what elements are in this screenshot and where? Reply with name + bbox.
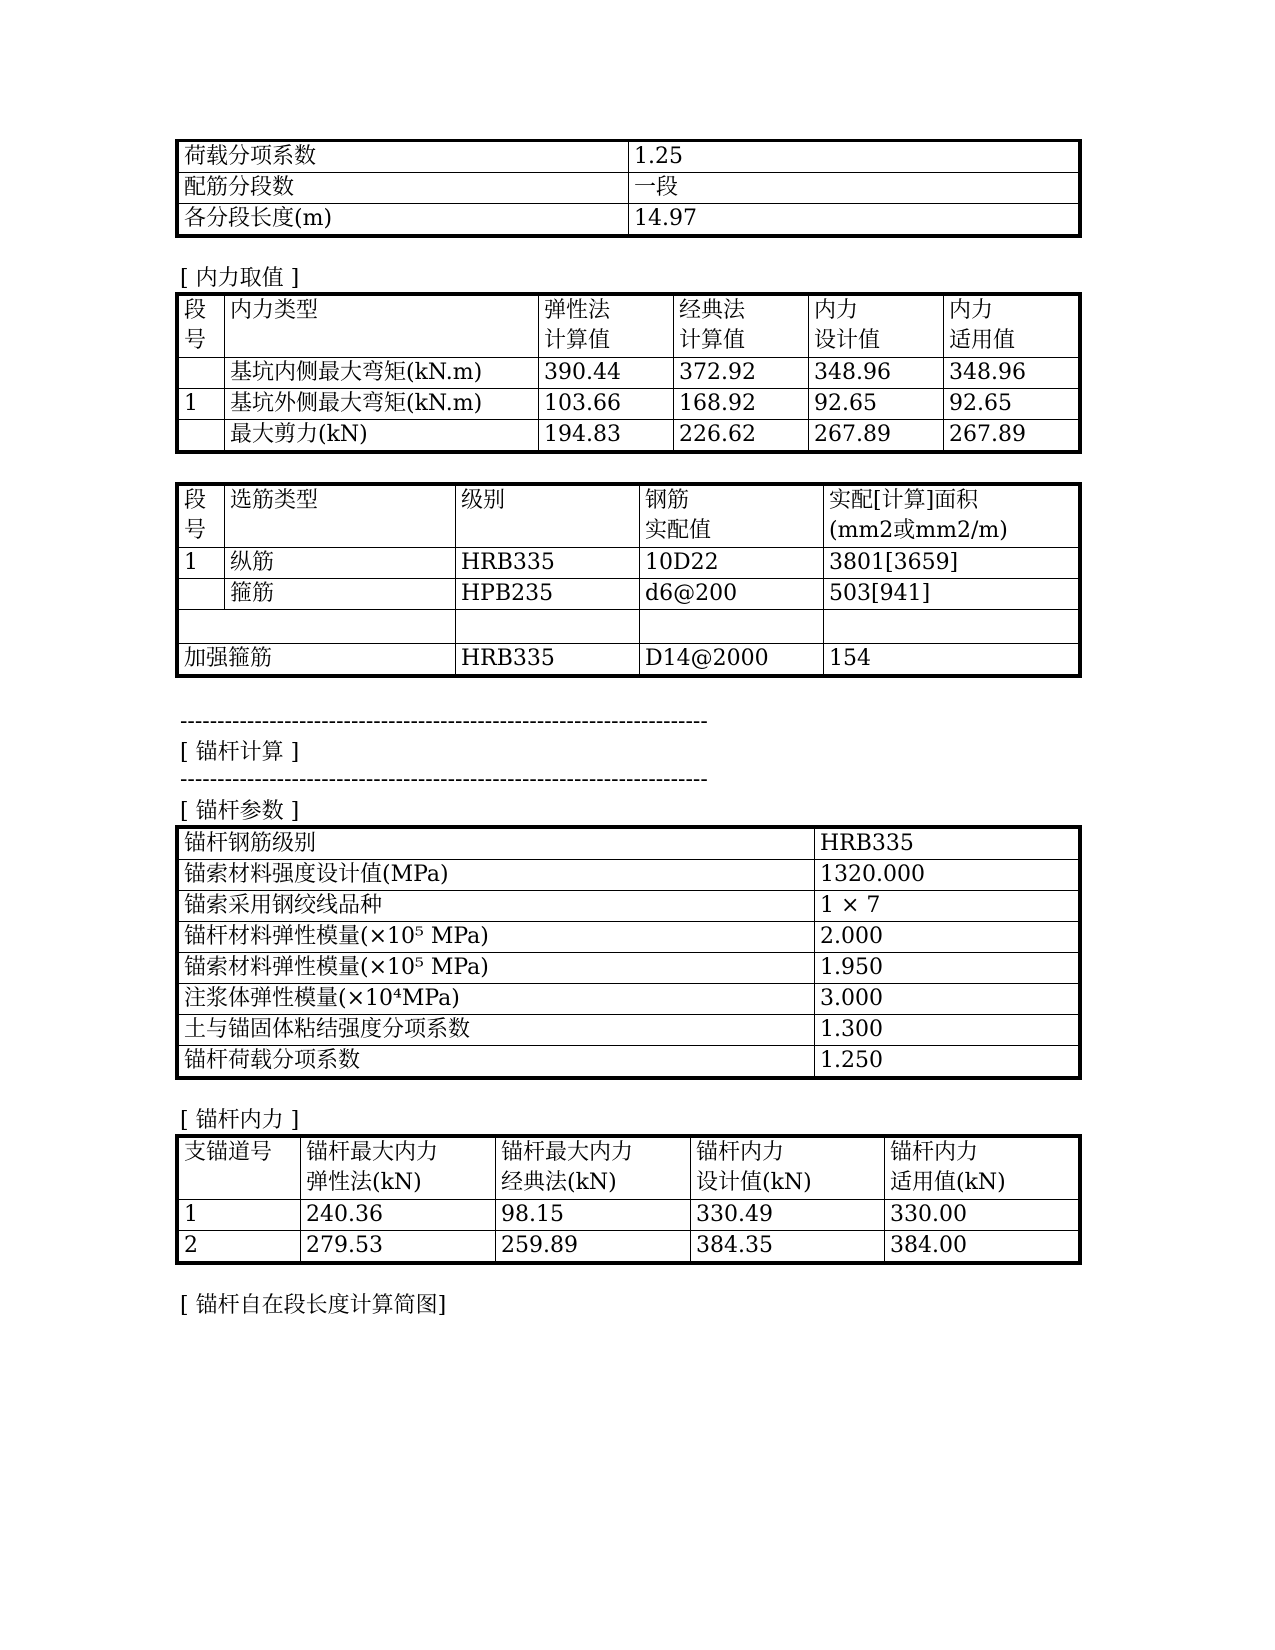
- value-cell: 330.00: [885, 1200, 1079, 1231]
- column-header: 级别: [456, 486, 640, 548]
- param-value: 1.300: [815, 1015, 1079, 1046]
- column-header: 段 号: [179, 296, 225, 358]
- param-label: 锚索材料强度设计值(MPa): [179, 860, 815, 891]
- param-value: 一段: [629, 173, 1079, 204]
- area-cell: 3801[3659]: [824, 548, 1079, 579]
- column-header: 锚杆内力 适用值(kN): [885, 1138, 1079, 1200]
- column-header: 弹性法 计算值: [539, 296, 674, 358]
- column-header: 锚杆最大内力 弹性法(kN): [301, 1138, 496, 1200]
- value-cell: 372.92: [674, 358, 809, 389]
- column-header: 钢筋 实配值: [640, 486, 824, 548]
- value-cell: 92.65: [809, 389, 944, 420]
- table-row: [179, 891, 1079, 922]
- area-cell: 503[941]: [824, 579, 1079, 610]
- empty-cell: [456, 610, 640, 644]
- table-header-row: [179, 296, 1079, 358]
- internal-force-table: [178, 295, 1079, 451]
- value-cell: 103.66: [539, 389, 674, 420]
- value-cell: 348.96: [809, 358, 944, 389]
- rebar-type-cell: 纵筋: [225, 548, 456, 579]
- anchor-force-heading: [ 锚杆内力 ]: [180, 1108, 300, 1133]
- value-cell: 267.89: [944, 420, 1079, 451]
- bar-cell: d6@200: [640, 579, 824, 610]
- empty-cell: [179, 610, 456, 644]
- column-header: 内力类型: [225, 296, 539, 358]
- table-row: [179, 984, 1079, 1015]
- value-cell: 98.15: [496, 1200, 691, 1231]
- grade-cell: HRB335: [456, 548, 640, 579]
- anchor-params-table: [178, 828, 1079, 1077]
- segment-cell: 1: [179, 389, 225, 420]
- rebar-table: [178, 485, 1079, 675]
- grade-cell: HPB235: [456, 579, 640, 610]
- value-cell: 330.49: [691, 1200, 885, 1231]
- param-label: 锚索采用钢绞线品种: [179, 891, 815, 922]
- param-value: 14.97: [629, 204, 1079, 235]
- value-cell: 390.44: [539, 358, 674, 389]
- column-header: 锚杆最大内力 经典法(kN): [496, 1138, 691, 1200]
- anchor-no-cell: 1: [179, 1200, 301, 1231]
- table-row: [179, 548, 1079, 579]
- anchor-no-cell: 2: [179, 1231, 301, 1262]
- param-label: 锚杆钢筋级别: [179, 829, 815, 860]
- table-row: [179, 860, 1079, 891]
- value-cell: 259.89: [496, 1231, 691, 1262]
- table-row: [179, 204, 1079, 235]
- empty-cell: [640, 610, 824, 644]
- segment-cell: [179, 579, 225, 610]
- column-header: 经典法 计算值: [674, 296, 809, 358]
- value-cell: 348.96: [944, 358, 1079, 389]
- value-cell: 279.53: [301, 1231, 496, 1262]
- anchor-params-heading: [ 锚杆参数 ]: [180, 799, 300, 824]
- param-value: 2.000: [815, 922, 1079, 953]
- bar-cell: D14@2000: [640, 644, 824, 675]
- segment-cell: [179, 420, 225, 451]
- force-type-cell: 基坑内侧最大弯矩(kN.m): [225, 358, 539, 389]
- param-value: 3.000: [815, 984, 1079, 1015]
- area-cell: 154: [824, 644, 1079, 675]
- column-header: 支锚道号: [179, 1138, 301, 1200]
- table-row: [179, 420, 1079, 451]
- column-header: 内力 适用值: [944, 296, 1079, 358]
- table-row: [179, 1046, 1079, 1077]
- value-cell: 168.92: [674, 389, 809, 420]
- table-row: [179, 922, 1079, 953]
- param-value: 1.250: [815, 1046, 1079, 1077]
- rebar-type-cell: 箍筋: [225, 579, 456, 610]
- table-row: [179, 1015, 1079, 1046]
- value-cell: 384.35: [691, 1231, 885, 1262]
- table-row: [179, 173, 1079, 204]
- value-cell: 240.36: [301, 1200, 496, 1231]
- value-cell: 267.89: [809, 420, 944, 451]
- param-label: 锚索材料弹性模量(×10⁵ MPa): [179, 953, 815, 984]
- param-value: 1 × 7: [815, 891, 1079, 922]
- param-label: 锚杆荷载分项系数: [179, 1046, 815, 1077]
- column-header: 选筋类型: [225, 486, 456, 548]
- table-row: [179, 579, 1079, 610]
- segment-cell: [179, 358, 225, 389]
- param-value: 1320.000: [815, 860, 1079, 891]
- segment-cell: 1: [179, 548, 225, 579]
- anchor-calc-heading: [ 锚杆计算 ]: [180, 740, 300, 765]
- table-header-row: [179, 1138, 1079, 1200]
- value-cell: 194.83: [539, 420, 674, 451]
- table-header-row: [179, 486, 1079, 548]
- param-value: 1.950: [815, 953, 1079, 984]
- grade-cell: HRB335: [456, 644, 640, 675]
- table-row: [179, 389, 1079, 420]
- table-row: [179, 829, 1079, 860]
- param-label: 锚杆材料弹性模量(×10⁵ MPa): [179, 922, 815, 953]
- table-row: [179, 610, 1079, 644]
- load-params-table: [178, 142, 1079, 235]
- column-header: 锚杆内力 设计值(kN): [691, 1138, 885, 1200]
- table-row: [179, 358, 1079, 389]
- force-type-cell: 最大剪力(kN): [225, 420, 539, 451]
- param-label: 土与锚固体粘结强度分项系数: [179, 1015, 815, 1046]
- empty-cell: [824, 610, 1079, 644]
- param-label: 注浆体弹性模量(×10⁴MPa): [179, 984, 815, 1015]
- bar-cell: 10D22: [640, 548, 824, 579]
- value-cell: 384.00: [885, 1231, 1079, 1262]
- separator-line: -----------------------------------------------------------------------: [180, 768, 708, 792]
- param-label: 荷载分项系数: [179, 142, 629, 173]
- param-value: 1.25: [629, 142, 1079, 173]
- param-value: HRB335: [815, 829, 1079, 860]
- param-label: 配筋分段数: [179, 173, 629, 204]
- table-row: [179, 1231, 1079, 1262]
- column-header: 段 号: [179, 486, 225, 548]
- value-cell: 92.65: [944, 389, 1079, 420]
- internal-force-heading: [ 内力取值 ]: [180, 266, 300, 291]
- column-header: 实配[计算]面积 (mm2或mm2/m): [824, 486, 1079, 548]
- anchor-force-table: [178, 1137, 1079, 1262]
- table-row: [179, 1200, 1079, 1231]
- param-label: 各分段长度(m): [179, 204, 629, 235]
- table-row: [179, 644, 1079, 675]
- free-length-heading: [ 锚杆自在段长度计算简图]: [180, 1293, 447, 1318]
- value-cell: 226.62: [674, 420, 809, 451]
- rebar-type-cell: 加强箍筋: [179, 644, 456, 675]
- table-row: [179, 142, 1079, 173]
- force-type-cell: 基坑外侧最大弯矩(kN.m): [225, 389, 539, 420]
- separator-line: -----------------------------------------------------------------------: [180, 710, 708, 734]
- column-header: 内力 设计值: [809, 296, 944, 358]
- table-row: [179, 953, 1079, 984]
